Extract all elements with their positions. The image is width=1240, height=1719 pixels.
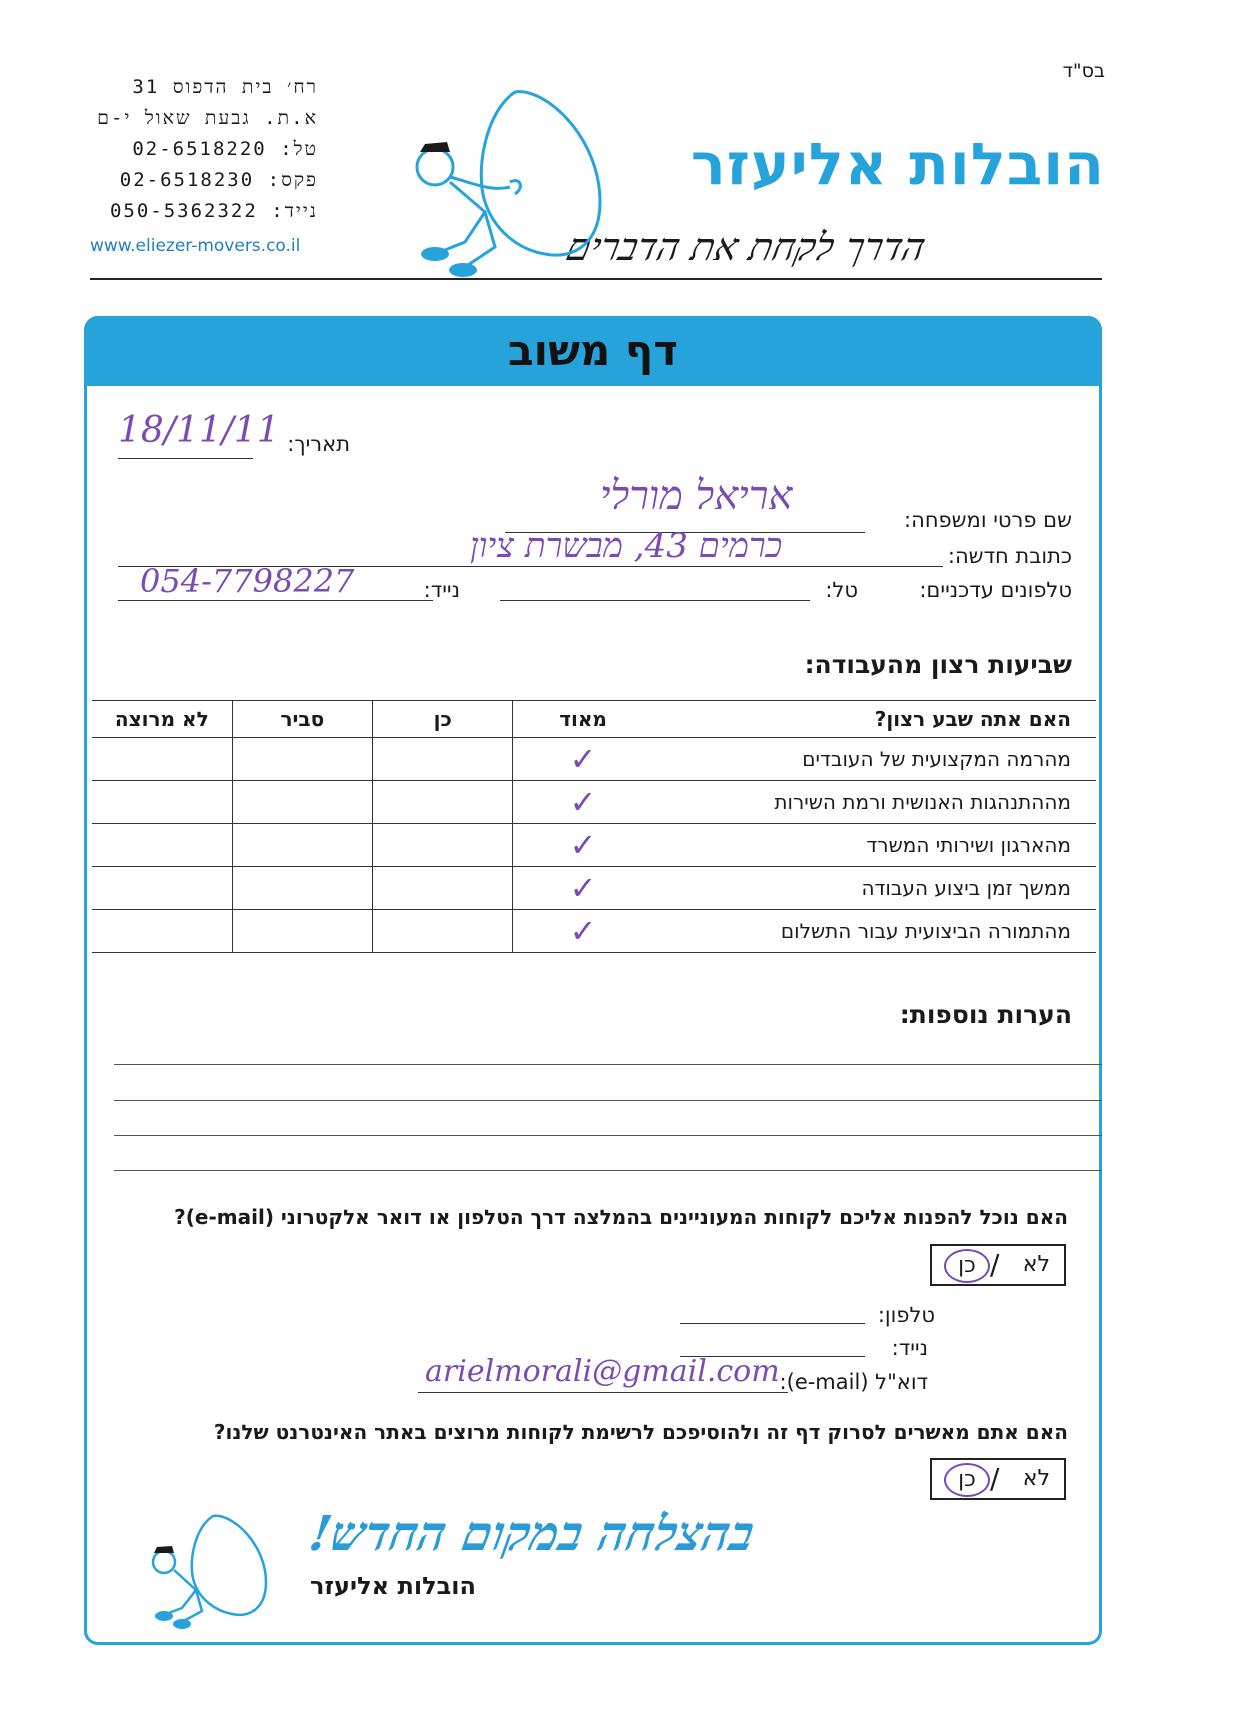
contact-fax: פקס: 02-6518230: [119, 169, 318, 191]
checkbox-reasonable[interactable]: [232, 910, 372, 953]
check-mark-icon: ✓: [569, 740, 597, 778]
website-link[interactable]: www.eliezer-movers.co.il: [90, 236, 301, 256]
check-mark-icon: ✓: [569, 912, 597, 950]
consent-no-option[interactable]: לא: [1022, 1466, 1050, 1491]
check-mark-icon: ✓: [569, 826, 597, 864]
mobile-value[interactable]: 054-7798227: [140, 562, 355, 600]
checkbox-yes[interactable]: [373, 738, 513, 781]
check-mark-icon: ✓: [569, 783, 597, 821]
checkbox-yes[interactable]: [373, 910, 513, 953]
checkbox-very[interactable]: [513, 824, 653, 867]
col-not-satisfied: לא מרוצה: [92, 701, 232, 738]
date-value[interactable]: 18/11/11: [118, 410, 280, 451]
notes-line[interactable]: [114, 1170, 1102, 1171]
company-logo-text: הובלות אליעזר: [690, 130, 1105, 198]
contact-mobile: נייד: 050-5362322: [109, 200, 318, 222]
contact-street: רח׳ בית הדפוס 31: [132, 76, 318, 98]
form-title: דף משוב: [508, 326, 678, 375]
satisfaction-table: [92, 700, 1096, 953]
table-row: [92, 910, 1096, 953]
table-header-row: [92, 701, 1096, 738]
referral-email-line: [418, 1392, 788, 1393]
check-mark-icon: ✓: [569, 869, 597, 907]
row-question: מהארגון ושירותי המשרד: [653, 824, 1096, 867]
checkbox-yes[interactable]: [373, 824, 513, 867]
notes-line[interactable]: [114, 1135, 1102, 1136]
row-question: מההתנהגות האנושית ורמת השירות: [653, 781, 1096, 824]
table-row: [92, 781, 1096, 824]
website-consent-question: האם אתם מאשרים לסרוק דף זה ולהוסיפכם לרשימת לקוחות מרוצים באתר האינטרנט שלנו?: [213, 1420, 1068, 1444]
col-reasonable: סביר: [232, 701, 372, 738]
table-row: [92, 867, 1096, 910]
date-line: [118, 458, 253, 459]
checkbox-very[interactable]: [513, 738, 653, 781]
footer-company-name: הובלות אליעזר: [310, 1572, 476, 1600]
row-question: מהתמורה הביצועית עבור התשלום: [653, 910, 1096, 953]
checkbox-very[interactable]: [513, 910, 653, 953]
contact-phone: טל: 02-6518220: [132, 138, 318, 160]
mobile-label: נייד:: [423, 578, 460, 602]
checkbox-reasonable[interactable]: [232, 738, 372, 781]
full-name-value[interactable]: אריאל מורלי: [600, 473, 793, 519]
mobile-line: [118, 600, 433, 601]
phone-line: [500, 600, 810, 601]
row-question: ממשך זמן ביצוע העבודה: [653, 867, 1096, 910]
checkbox-yes[interactable]: [373, 867, 513, 910]
referral-email-value[interactable]: arielmorali@gmail.com: [425, 1354, 780, 1389]
phone-label: טל:: [825, 578, 858, 602]
referral-phone-label: טלפון:: [877, 1303, 935, 1327]
company-slogan: הדרך לקחת את הדברים: [562, 225, 930, 269]
checkbox-not-satisfied[interactable]: [92, 867, 232, 910]
footer-slogan: בהצלחה במקום החדש!: [305, 1506, 759, 1562]
col-very: מאוד: [513, 701, 653, 738]
checkbox-very[interactable]: [513, 781, 653, 824]
table-row: [92, 824, 1096, 867]
checkbox-not-satisfied[interactable]: [92, 738, 232, 781]
checkbox-very[interactable]: [513, 867, 653, 910]
new-address-value[interactable]: כרמים 43, מבשרת ציון: [470, 526, 783, 566]
referral-email-label: דוא"ל (e-mail):: [779, 1370, 928, 1394]
referral-mobile-label: נייד:: [891, 1336, 928, 1360]
referral-yes-no-box: [930, 1244, 1066, 1286]
mover-mascot-icon: [395, 82, 610, 282]
date-label: תאריך:: [287, 432, 350, 456]
notes-line[interactable]: [114, 1100, 1102, 1101]
checkbox-yes[interactable]: [373, 781, 513, 824]
table-row: [92, 738, 1096, 781]
notes-line[interactable]: [114, 1064, 1102, 1065]
phones-label: טלפונים עדכניים:: [919, 578, 1072, 602]
contact-block: [90, 72, 318, 227]
option-separator: /: [990, 1462, 1000, 1495]
option-separator: /: [990, 1248, 1000, 1281]
checkbox-not-satisfied[interactable]: [92, 910, 232, 953]
header-divider: [90, 278, 1102, 280]
col-question: האם אתה שבע רצון?: [653, 701, 1096, 738]
checkbox-reasonable[interactable]: [232, 867, 372, 910]
referral-phone-line: [680, 1323, 865, 1324]
new-address-label: כתובת חדשה:: [947, 544, 1072, 568]
checkbox-not-satisfied[interactable]: [92, 781, 232, 824]
satisfaction-heading: שביעות רצון מהעבודה:: [804, 650, 1072, 679]
referral-yes-option[interactable]: כן: [944, 1249, 990, 1283]
consent-yes-option[interactable]: כן: [944, 1463, 990, 1497]
bsd-mark: בס"ד: [1062, 60, 1105, 82]
referral-question: האם נוכל להפנות אליכם לקוחות המעוניינים בהמלצה דרך הטלפון או דואר אלקטרוני (e-mail)?: [174, 1205, 1068, 1229]
col-yes: כן: [373, 701, 513, 738]
mover-mascot-small-icon: [138, 1510, 273, 1630]
consent-yes-no-box: [930, 1458, 1066, 1500]
checkbox-reasonable[interactable]: [232, 824, 372, 867]
full-name-label: שם פרטי ומשפחה:: [904, 508, 1072, 532]
contact-city: א.ת. גבעת שאול י-ם: [97, 107, 318, 129]
referral-no-option[interactable]: לא: [1022, 1252, 1050, 1277]
checkbox-not-satisfied[interactable]: [92, 824, 232, 867]
checkbox-reasonable[interactable]: [232, 781, 372, 824]
notes-heading: הערות נוספות:: [899, 1000, 1072, 1029]
row-question: מהרמה המקצועית של העובדים: [653, 738, 1096, 781]
